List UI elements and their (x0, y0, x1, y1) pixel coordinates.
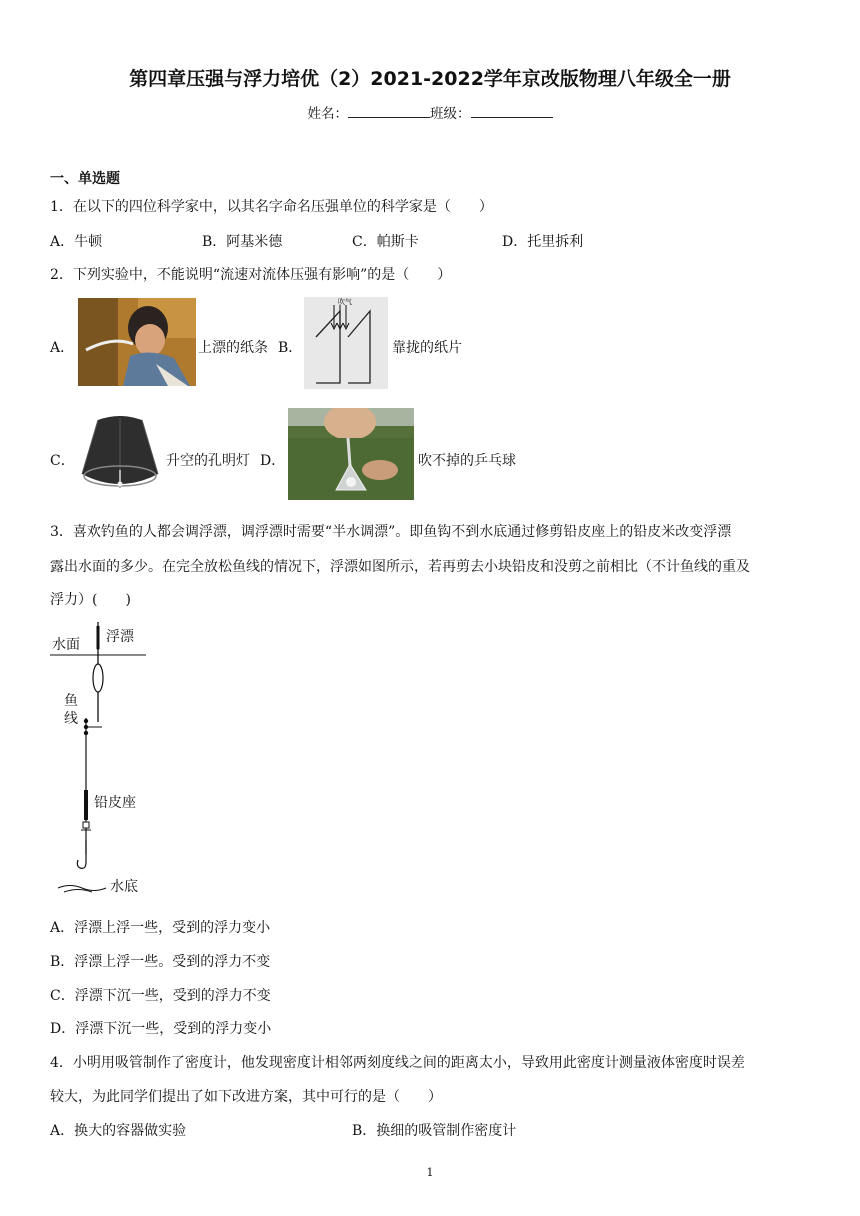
q3-option-a[interactable]: A．浮漂上浮一些，受到的浮力变小 (50, 920, 271, 936)
q4-stem-line1: 4．小明用吸管制作了密度计，他发现密度计相邻两刻度线之间的距离太小，导致用此密度计测量液体密度时误差 (50, 1055, 745, 1071)
q2-option-a-caption: 上漂的纸条 (198, 340, 268, 356)
q3-label-water-surface: 水面 (52, 637, 80, 653)
q3-stem-line1: 3．喜欢钓鱼的人都会调浮漂，调浮漂时需要“半水调漂”。即鱼钩不到水底通过修剪铅皮座上的铅皮米改变浮漂 (50, 524, 732, 540)
page-number: 1 (426, 1166, 434, 1179)
q3-label-line-1: 鱼 (64, 693, 78, 709)
q1-option-a[interactable]: A．牛顿 (50, 234, 103, 250)
q4-stem-line2: 较大，为此同学们提出了如下改进方案，其中可行的是（ ） (50, 1089, 442, 1105)
q3-label-bottom: 水底 (110, 879, 138, 895)
q3-label-line-2: 线 (64, 711, 78, 727)
q3-label-sinker: 铅皮座 (94, 795, 136, 811)
q1-option-d[interactable]: D．托里拆利 (502, 234, 584, 250)
q3-stem-line3: 浮力）( ) (50, 592, 131, 608)
q2-option-b-letter[interactable]: B． (278, 340, 303, 356)
class-label: 班级： (430, 106, 471, 122)
section-heading: 一、单选题 (50, 171, 120, 187)
name-label: 姓名： (307, 106, 348, 122)
q2-option-a-letter[interactable]: A． (50, 340, 75, 356)
q1-option-b[interactable]: B．阿基米德 (202, 234, 283, 250)
q4-option-a[interactable]: A．换大的容器做实验 (50, 1123, 187, 1139)
q2-stem: 2．下列实验中，不能说明“流速对流体压强有影响”的是（ ） (50, 267, 452, 283)
q4-option-b[interactable]: B．换细的吸管制作密度计 (352, 1123, 517, 1139)
q1-stem: 1．在以下的四位科学家中，以其名字命名压强单位的科学家是（ ） (50, 199, 493, 215)
q3-float-diagram (48, 618, 158, 900)
class-blank[interactable] (471, 105, 553, 118)
q2-option-d-letter[interactable]: D． (260, 453, 286, 469)
student-info-line (0, 102, 860, 122)
q1-option-c[interactable]: C．帕斯卡 (352, 234, 419, 250)
q2-option-b-caption: 靠拢的纸片 (392, 340, 462, 356)
q3-stem-line2: 露出水面的多少。在完全放松鱼线的情况下，浮漂如图所示，若再剪去小块铅皮和没剪之前相比（不计鱼线的重及 (50, 559, 750, 575)
page-title: 第四章压强与浮力培优（2）2021-2022学年京改版物理八年级全一册 (129, 68, 731, 90)
q3-option-d[interactable]: D．浮漂下沉一些，受到的浮力变小 (50, 1021, 272, 1037)
q2-photo-c-sky-lantern (78, 414, 162, 496)
q2-option-d-caption: 吹不掉的乒乓球 (418, 453, 516, 469)
q2-option-c-caption: 升空的孔明灯 (166, 453, 250, 469)
q2-photo-a-boy-blowing (78, 298, 196, 386)
name-blank[interactable] (348, 105, 430, 118)
q2-diagram-b-paper-sheets (304, 297, 388, 389)
q2-option-c-letter[interactable]: C． (50, 453, 75, 469)
q3-option-b[interactable]: B．浮漂上浮一些。受到的浮力不变 (50, 954, 271, 970)
q2-photo-d-funnel-pingpong (288, 408, 414, 500)
q2-b-blow-label: 吹气 (338, 298, 352, 306)
q3-option-c[interactable]: C．浮漂下沉一些，受到的浮力不变 (50, 988, 271, 1004)
q3-label-float: 浮漂 (106, 629, 134, 645)
